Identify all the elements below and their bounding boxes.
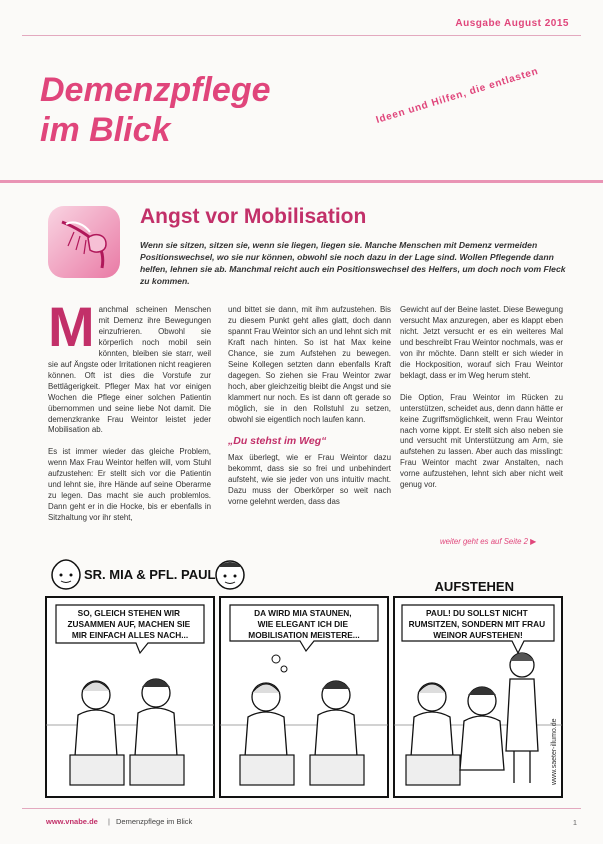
speech-text: PAUL! DU SOLLST NICHT RUMSITZEN, SONDERN MIT FRAU WEINOR AUFSTEHEN! — [408, 608, 546, 640]
edition-label: Ausgabe August 2015 — [455, 18, 569, 29]
nurse-mia-head-icon — [52, 561, 80, 589]
comic-panel-1 — [46, 597, 214, 797]
feather-heart-icon — [44, 202, 124, 282]
article-column-2 — [228, 305, 391, 519]
continue-link[interactable] — [440, 537, 536, 546]
article-column-1 — [48, 295, 211, 535]
article-title: Angst vor Mobilisation — [140, 205, 367, 228]
header-divider — [0, 180, 603, 183]
paragraph-text: anchmal scheinen Menschen mit Demenz ihre Bewegungen einzufrieren. Obwohl sie körperlich noch mobil sein könnten, bleiben sie starr, weil sie auf Ängste oder Irritationen nicht reagieren können. Oft ist dies die Vorstufe zur Bettlägerigkeit. Pfleger Max hat vor einigen Wochen die Pflege einer solchen Patientin übernommen und seine liebe Not damit. Die demenzkranke Frau Weintor leistet jeder Mobilisation ab. — [48, 305, 211, 435]
magazine-title — [40, 70, 271, 150]
comic-episode-title: AUFSTEHEN — [434, 579, 514, 594]
footer-separator: | — [108, 817, 110, 826]
comic-panel-3 — [394, 597, 562, 797]
paragraph — [48, 295, 211, 436]
speech-text: DA WIRD MIA STAUNEN, WIE ELEGANT ICH DIE MOBILISATION MEISTERE... — [248, 608, 360, 640]
comic-strip — [44, 555, 564, 800]
comic-header — [52, 560, 514, 594]
footer-publication-name: Demenzpflege im Blick — [116, 817, 193, 826]
paragraph: Die Option, Frau Weintor im Rücken zu unterstützen, scheidet aus, denn dann hätte er keine Zugriffsmöglichkeit, wenn Frau Weintor nach vorne kippt. Er stellt sich also neben sie und versucht mit Unterstützung am Arm, sie aufstehen zu lassen. Aber auch das misslingt: Frau Weintor macht zwar Anstalten, nach vorne aufzustehen, lehnt sich aber nicht weit genug vor. — [400, 392, 563, 490]
continue-text: weiter geht es auf Seite 2 — [440, 537, 528, 546]
footer-divider — [22, 808, 581, 809]
paragraph: und bittet sie dann, mit ihm aufzustehen. Bis zu diesem Punkt geht alles glatt, doch dann spannt Frau Weintor sich an und lehnt sich mit Kraft nach hinten. So ist hat Max keine Chance, sie zum Aufstehen zu bewegen. Seine Kollegen setzten dann ebenfalls Kraft dagegen. So ziehen sie Frau Weintor zwar hoch, aber gleichzeitig bleibt die Angst und sie klammert nur noch. Es ist dann oft gerade so möglich, sie in den Rollstuhl zu setzen, obwohl sie eigentlich noch laufen kann. — [228, 305, 391, 424]
article-intro: Wenn sie sitzen, sitzen sie, wenn sie liegen, liegen sie. Manche Menschen mit Demenz vermeiden Positionswechsel, wo sie nur können, obwohl sie noch dazu in der Lage sind. Wollen Pflegende dann helfen, lehnen sie ab. Manchmal reicht auch ein Positionswechsel des Helfers, um doch noch vom Fleck zu kommen. — [140, 240, 566, 286]
paragraph: Max überlegt, wie er Frau Weintor dazu bekommt, dass sie so frei und unbehindert aufsteht, wie sie jeder von uns intuitiv macht. Dazu muss der Oberkörper so weit nach vorne gelehnt werden, dass das — [228, 453, 391, 507]
comic-title: SR. MIA & PFL. PAUL — [84, 567, 216, 582]
page-number: 1 — [572, 818, 577, 827]
top-divider — [22, 35, 581, 36]
comic-credit: www.saeter-illumo.de — [551, 718, 558, 785]
paragraph: Es ist immer wieder das gleiche Problem, wenn Max Frau Weintor helfen will, vom Stuhl aufzustehen: Er stellt sich vor die Patientin und lehnt sie, ihre Hände auf seine Oberarme zu legen. Das macht sie auch problemlos. Dann geht er in die Hocke, bis er ebenfalls in Sitzhaltung vor ihr steht, — [48, 447, 211, 523]
article-column-3 — [400, 305, 563, 502]
footer-url-link[interactable]: www.vnabe.de — [46, 817, 98, 826]
comic-panel-2 — [220, 597, 388, 797]
tagline: Ideen und Hilfen, die entlasten — [374, 65, 540, 126]
speech-text: SO, GLEICH STEHEN WIR ZUSAMMEN AUF, MACHEN SIE MIR EINFACH ALLES NACH... — [67, 608, 191, 640]
paragraph: Gewicht auf der Beine lastet. Diese Bewegung versucht Max anzuregen, aber es klappt eben nicht. Jetzt versucht er es ein weiteres Mal und beschreibt Frau Weintor nochmals, was er von ihr möchte. Dann stellt er sich wieder in die Hockposition, worauf sich Frau Weintor beklagt, dass er im Weg herum steht. — [400, 305, 564, 380]
drop-cap: M — [48, 295, 95, 358]
magazine-title-line1: Demenzpflege — [40, 71, 271, 109]
article-subheading: „Du stehst im Weg“ — [228, 435, 327, 448]
nurse-cap-icon — [56, 560, 76, 565]
triangle-right-icon: ▶ — [530, 537, 537, 546]
magazine-title-line2: im Blick — [40, 111, 171, 149]
